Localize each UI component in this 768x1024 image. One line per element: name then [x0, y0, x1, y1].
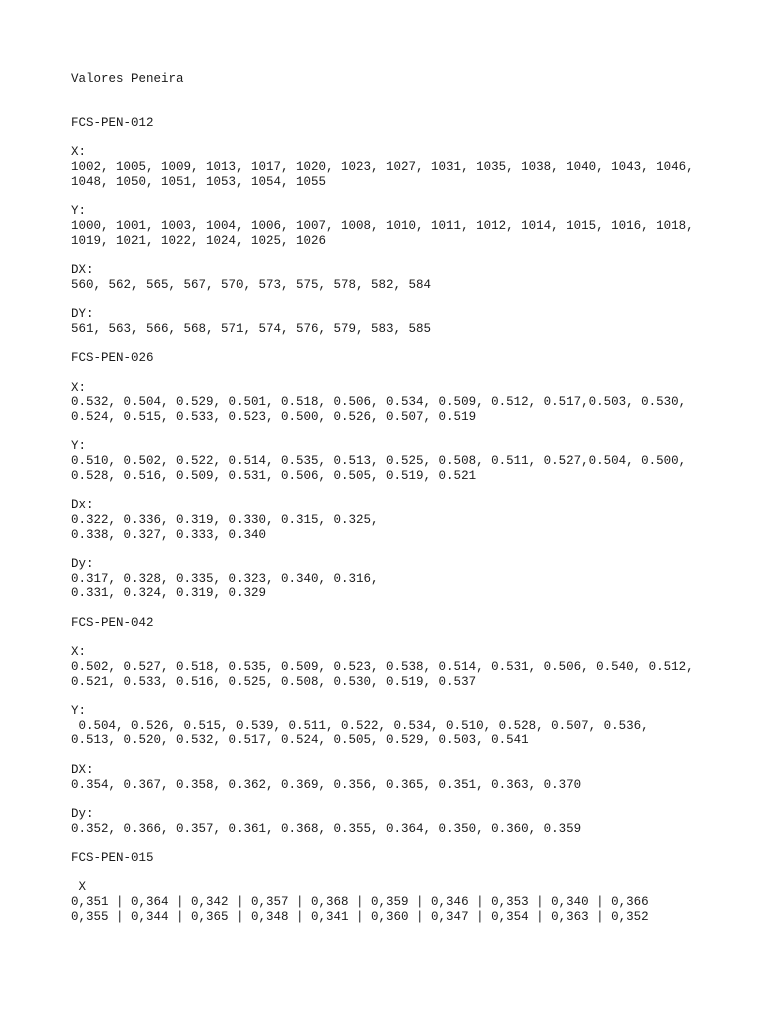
field-label: X:	[71, 145, 87, 160]
field-values: 0.331, 0.324, 0.319, 0.329	[71, 586, 267, 601]
field-values: 0.322, 0.336, 0.319, 0.330, 0.315, 0.325,	[71, 512, 379, 527]
field-values: 0.352, 0.366, 0.357, 0.361, 0.368, 0.355, 0.364, 0.350, 0.360, 0.359	[71, 821, 582, 836]
field-values: 1000, 1001, 1003, 1004, 1006, 1007, 1008, 1010, 1011, 1012, 1014, 1015, 1016, 1018,	[71, 218, 694, 233]
section-heading: FCS-PEN-012	[71, 116, 154, 131]
field-label: X	[71, 880, 87, 895]
field-values: 0.504, 0.526, 0.515, 0.539, 0.511, 0.522, 0.534, 0.510, 0.528, 0.507, 0.536,	[71, 718, 649, 733]
document-title: Valores Peneira	[71, 72, 184, 86]
field-values: 0.354, 0.367, 0.358, 0.362, 0.369, 0.356, 0.365, 0.351, 0.363, 0.370	[71, 777, 582, 792]
field-values: 0,351 | 0,364 | 0,342 | 0,357 | 0,368 | 0,359 | 0,346 | 0,353 | 0,340 | 0,366	[71, 895, 649, 910]
field-values: 1019, 1021, 1022, 1024, 1025, 1026	[71, 233, 327, 248]
field-label: DX:	[71, 762, 94, 777]
field-label: DX:	[71, 263, 94, 278]
field-values: 0,355 | 0,344 | 0,365 | 0,348 | 0,341 | 0,360 | 0,347 | 0,354 | 0,363 | 0,352	[71, 909, 649, 924]
field-values: 0.502, 0.527, 0.518, 0.535, 0.509, 0.523, 0.538, 0.514, 0.531, 0.506, 0.540, 0.512,	[71, 659, 694, 674]
field-values: 0.521, 0.533, 0.516, 0.525, 0.508, 0.530, 0.519, 0.537	[71, 674, 477, 689]
section-fcs-pen-042	[71, 616, 731, 851]
field-label: Dy:	[71, 806, 94, 821]
field-label: Dy:	[71, 557, 94, 572]
field-label: Y:	[71, 204, 87, 219]
section-heading: FCS-PEN-042	[71, 615, 154, 630]
field-label: DY:	[71, 307, 94, 322]
field-values: 0.532, 0.504, 0.529, 0.501, 0.518, 0.506, 0.534, 0.509, 0.512, 0.517,0.503, 0.530,	[71, 395, 687, 410]
field-values: 0.510, 0.502, 0.522, 0.514, 0.535, 0.513, 0.525, 0.508, 0.511, 0.527,0.504, 0.500,	[71, 454, 687, 469]
field-values: 560, 562, 565, 567, 570, 573, 575, 578, 582, 584	[71, 277, 432, 292]
field-values: 1048, 1050, 1051, 1053, 1054, 1055	[71, 174, 327, 189]
document-page	[71, 72, 731, 925]
field-label: Y:	[71, 704, 87, 719]
field-values: 0.338, 0.327, 0.333, 0.340	[71, 527, 267, 542]
field-values: 0.317, 0.328, 0.335, 0.323, 0.340, 0.316,	[71, 571, 379, 586]
field-values: 0.528, 0.516, 0.509, 0.531, 0.506, 0.505, 0.519, 0.521	[71, 468, 477, 483]
section-fcs-pen-012	[71, 116, 731, 351]
section-fcs-pen-026	[71, 351, 731, 616]
section-heading: FCS-PEN-026	[71, 351, 154, 366]
section-heading: FCS-PEN-015	[71, 851, 154, 866]
field-label: Y:	[71, 439, 87, 454]
field-values: 561, 563, 566, 568, 571, 574, 576, 579, 583, 585	[71, 321, 432, 336]
field-label: X:	[71, 380, 87, 395]
field-values: 0.513, 0.520, 0.532, 0.517, 0.524, 0.505, 0.529, 0.503, 0.541	[71, 733, 529, 748]
field-label: X:	[71, 645, 87, 660]
field-label: Dx:	[71, 498, 94, 513]
field-values: 1002, 1005, 1009, 1013, 1017, 1020, 1023, 1027, 1031, 1035, 1038, 1040, 1043, 1046,	[71, 160, 694, 175]
field-values: 0.524, 0.515, 0.533, 0.523, 0.500, 0.526, 0.507, 0.519	[71, 410, 477, 425]
section-fcs-pen-015	[71, 851, 731, 925]
